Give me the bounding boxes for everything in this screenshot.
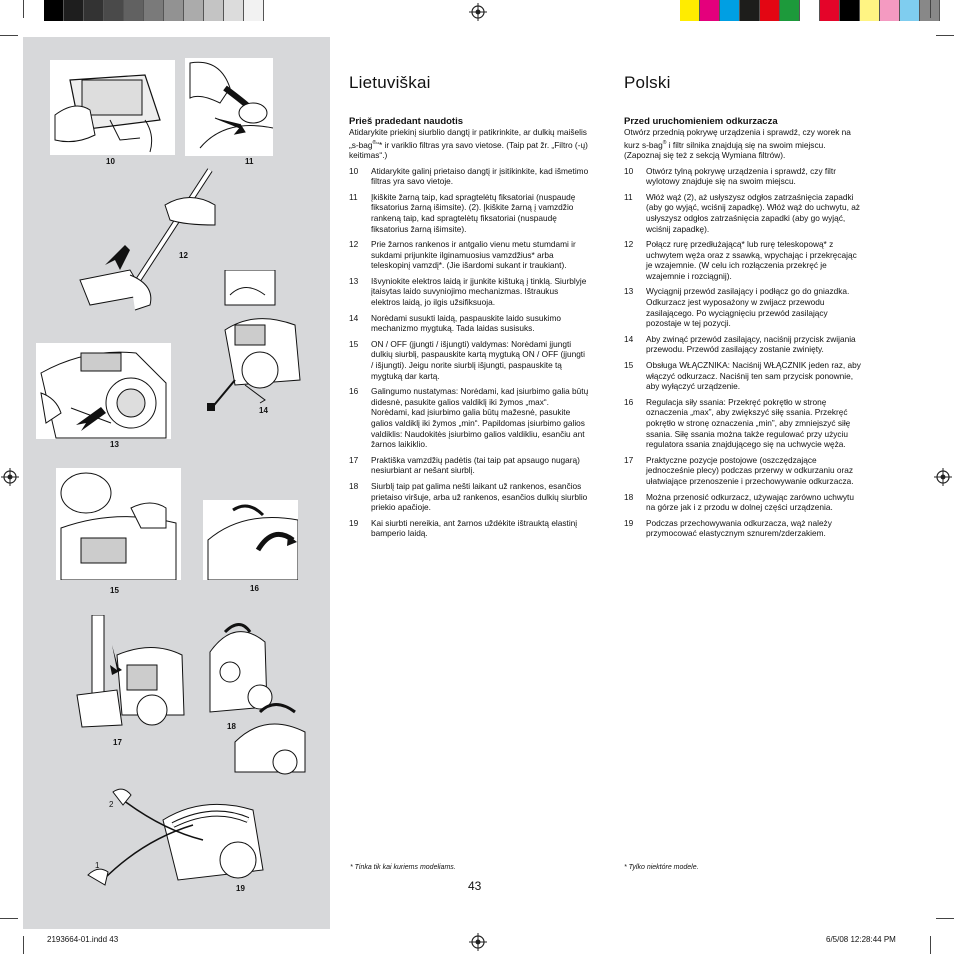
step-text: Įkiškite žarną taip, kad spragtelėtų fiksatoriai (nuspaudę fiksatorius žarną išimsite). (2). Įkiškite žarną į vamzdžio rankeną taip, kad spragtelėtų fiksatoriai (nuspaudę fiksatorius žarną išimsite). — [371, 191, 576, 234]
figure-label: 15 — [110, 586, 119, 595]
language-heading: Polski — [624, 73, 671, 92]
step-item — [624, 492, 864, 513]
figure-label: 11 — [245, 157, 254, 166]
step-number: 17 — [624, 454, 634, 465]
step-list — [624, 166, 864, 539]
figure-label: 16 — [250, 584, 259, 593]
section-title: Prieš pradedant naudotis — [349, 116, 464, 127]
footnote: * Tylko niektóre modele. — [624, 864, 699, 871]
figure-label: 17 — [113, 738, 122, 747]
crop-mark — [23, 0, 24, 18]
step-text: Prie žarnos rankenos ir antgalio vienu metu stumdami ir sukdami prijunkite ilginamuosius vamzdžius* arba teleskopinį vamzdį*. (Jie išardomi sukant ir traukiant). — [371, 239, 576, 271]
step-number: 12 — [624, 239, 634, 250]
intro-text: Atidarykite priekinį siurblio dangtį ir patikrinkite, ar dulkių maišelis „s-bag®“* ir variklio filtras yra savo vietose. (Taip pat žr. „Filtro (-ų) keitimas“.) — [349, 127, 588, 160]
grayscale-swatch — [224, 0, 244, 21]
figure-16-illustration — [203, 500, 298, 580]
crop-mark — [0, 35, 18, 36]
figure-label: 13 — [110, 440, 119, 449]
step-number: 15 — [624, 360, 634, 371]
step-item — [349, 239, 589, 271]
step-number: 13 — [624, 286, 634, 297]
language-heading: Lietuviškai — [349, 73, 431, 92]
grayscale-swatch — [84, 0, 104, 21]
step-item — [349, 518, 589, 539]
step-number: 18 — [349, 480, 359, 491]
step-text: Podczas przechowywania odkurzacza, wąż należy przymocować elastycznym sznurem/zderzakiem. — [646, 517, 832, 539]
file-slug: 2193664-01.indd 43 — [47, 935, 119, 944]
timestamp-slug: 6/5/08 12:28:44 PM — [826, 935, 896, 944]
grayscale-swatch — [44, 0, 64, 21]
crop-mark — [23, 936, 24, 954]
grayscale-swatch — [184, 0, 204, 21]
step-number: 15 — [349, 338, 359, 349]
color-swatch — [900, 0, 920, 21]
step-number: 17 — [349, 454, 359, 465]
step-number: 19 — [349, 517, 359, 528]
callout-one: 1 — [95, 861, 100, 870]
grayscale-swatch — [64, 0, 84, 21]
grayscale-swatch — [104, 0, 124, 21]
step-item — [624, 239, 864, 281]
step-text: Atidarykite galinį prietaiso dangtį ir įsitikinkite, kad išmetimo filtras yra savo vietoje. — [371, 165, 589, 187]
step-item — [349, 386, 589, 450]
step-item — [349, 166, 589, 187]
color-swatch — [820, 0, 840, 21]
footnote: * Tinka tik kai kuriems modeliams. — [350, 864, 456, 871]
color-swatch — [840, 0, 860, 21]
figure-label: 18 — [227, 722, 236, 731]
figure-10-illustration — [50, 60, 175, 155]
step-number: 11 — [624, 191, 633, 202]
step-number: 10 — [624, 165, 634, 176]
figure-12-illustration — [75, 165, 220, 315]
color-swatch — [800, 0, 820, 21]
figure-label: 10 — [106, 157, 115, 166]
lithuanian-column — [349, 73, 589, 539]
grayscale-swatch — [204, 0, 224, 21]
step-text: Regulacja siły ssania: Przekręć pokrętło w stronę oznaczenia „max”, aby zwiększyć siłę ssania. Przekręć pokrętło w stronę oznaczenia „min”, aby zmniejszyć siłę ssania. Siłę ssania można także regulować przy użyciu regulatora ssania znajdującego się na uchwycie węża. — [646, 396, 851, 450]
step-text: Obsługa WŁĄCZNIKA: Naciśnij WŁĄCZNIK jeden raz, aby włączyć odkurzacz. Naciśnij ten sam przycisk ponownie, aby wyłączyć urządzenie. — [646, 360, 861, 392]
step-item — [349, 313, 589, 334]
figure-15-illustration — [56, 468, 181, 580]
crop-mark — [0, 918, 18, 919]
step-number: 12 — [349, 239, 359, 250]
grayscale-swatch — [164, 0, 184, 21]
step-item — [349, 339, 589, 381]
step-number: 14 — [624, 333, 634, 344]
step-text: Można przenosić odkurzacz, używając zarówno uchwytu na górze jak i z przodu w dolnej części urządzenia. — [646, 491, 854, 513]
intro-text: Otwórz przednią pokrywę urządzenia i sprawdź, czy worek na kurz s-bag® i filtr silnika znajdują się na swoim miejscu. (Zapoznaj się też z sekcją Wymiana filtrów). — [624, 127, 851, 160]
step-text: Siurblį taip pat galima nešti laikant už rankenos, esančios prietaiso viršuje, arba už rankenos, esančios dulkių siurblio priekio apačioje. — [371, 480, 588, 513]
color-swatch — [880, 0, 900, 21]
registration-mark-icon — [934, 468, 952, 486]
step-item — [624, 334, 864, 355]
step-text: Praktyczne pozycje postojowe (oszczędzające jednocześnie plecy) podczas przerwy w odkurzaniu oraz ułatwiające przenoszenie i przechowywanie odkurzacza. — [646, 454, 854, 486]
step-number: 19 — [624, 517, 634, 528]
step-item — [624, 360, 864, 392]
figure-19-illustration — [83, 780, 273, 890]
step-item — [349, 481, 589, 513]
color-swatch — [700, 0, 720, 21]
registration-mark-icon — [469, 3, 487, 21]
color-swatch — [680, 0, 700, 21]
figure-label: 12 — [179, 251, 188, 260]
figure-13-illustration — [36, 343, 171, 439]
step-text: ON / OFF (įjungti / išjungti) valdymas: Norėdami įjungti dulkių siurblį, paspauskite kartą mygtuką ON / OFF (įjungti / išjungti). Jeigu norite siurblį išjungti, paspauskite tą mygtuką dar kartą. — [371, 338, 585, 381]
step-text: Wyciągnij przewód zasilający i podłącz go do gniazdka. Odkurzacz jest wyposażony w zwijacz przewodu zasilającego. Po wyciągnięciu przewód zasilający pozostaje w tej pozycji. — [646, 286, 850, 329]
crop-mark — [936, 918, 954, 919]
step-text: Aby zwinąć przewód zasilający, naciśnij przycisk zwijania przewodu. Przewód zasilający zostanie zwinięty. — [646, 333, 856, 355]
step-list — [349, 166, 589, 539]
grayscale-swatch — [144, 0, 164, 21]
figure-label: 19 — [236, 884, 245, 893]
step-number: 18 — [624, 491, 634, 502]
step-item — [349, 192, 589, 234]
crop-mark — [930, 0, 931, 18]
step-number: 10 — [349, 165, 359, 176]
step-text: Galingumo nustatymas: Norėdami, kad įsiurbimo galia būtų didesnė, pasukite galios valdiklį iki žymos „max“. Norėdami, kad įsiurbimo galia būtų mažesnė, pasukite galios valdiklį iki žymos „min“. Papildomas įsiurbimo galios valdiklis: Naudokitės įsiurbimo galios valdikliu, esančiu ant žarnos laikiklio. — [371, 386, 589, 450]
registration-mark-icon — [1, 468, 19, 486]
step-text: Otwórz tylną pokrywę urządzenia i sprawdź, czy filtr wylotowy znajduje się na swoim miejscu. — [646, 165, 836, 187]
color-swatch — [780, 0, 800, 21]
step-item — [624, 166, 864, 187]
step-number: 13 — [349, 275, 359, 286]
step-text: Włóż wąż (2), aż usłyszysz odgłos zatrzaśnięcia zapadki (aby go wyjąć, wciśnij zapadkę). Włóż wąż do uchwytu, aż usłyszysz odgłos zatrzaśnięcia zapadki (aby go wyjąć, wciśnij zapadkę). — [646, 191, 860, 234]
step-number: 16 — [624, 396, 634, 407]
figure-11-illustration — [185, 58, 273, 156]
step-text: Norėdami susukti laidą, paspauskite laido susukimo mechanizmo mygtuką. Tada laidas susisuks. — [371, 312, 562, 334]
color-swatch — [760, 0, 780, 21]
step-item — [624, 518, 864, 539]
step-text: Praktiška vamzdžių padėtis (tai taip pat apsaugo nugarą) nesiurbiant ar nešant siurblį. — [371, 454, 580, 476]
step-number: 11 — [349, 191, 358, 202]
grayscale-swatch — [244, 0, 264, 21]
step-item — [349, 455, 589, 476]
grayscale-calibration-strip — [44, 0, 264, 21]
step-item — [624, 286, 864, 328]
step-item — [624, 455, 864, 487]
polish-column — [624, 73, 864, 539]
step-number: 16 — [349, 386, 359, 397]
step-number: 14 — [349, 312, 359, 323]
page-number: 43 — [468, 879, 482, 893]
registration-mark-icon — [469, 933, 487, 951]
color-calibration-strip — [680, 0, 940, 21]
grayscale-swatch — [124, 0, 144, 21]
figure-17-illustration — [72, 615, 187, 730]
callout-two: 2 — [109, 800, 114, 809]
figure-14-illustration — [205, 270, 305, 415]
figure-label: 14 — [259, 406, 268, 415]
step-item — [624, 397, 864, 450]
color-swatch — [720, 0, 740, 21]
crop-mark — [930, 936, 931, 954]
section-title: Przed uruchomieniem odkurzacza — [624, 116, 778, 127]
step-item — [624, 192, 864, 234]
color-swatch — [740, 0, 760, 21]
step-text: Połącz rurę przedłużającą* lub rurę teleskopową* z uchwytem węża oraz z ssawką, wpychając i przekręcając je wzajemnie. (W celu ich rozłączenia przekręć je wzajemnie i rozciągnij). — [646, 239, 857, 281]
step-item — [349, 276, 589, 308]
crop-mark — [936, 35, 954, 36]
figure-18-illustration — [205, 612, 310, 782]
step-text: Kai siurbti nereikia, ant žarnos uždėkite ištrauktą elastinį bamperio laidą. — [371, 517, 578, 539]
step-text: Išvyniokite elektros laidą ir įjunkite kištuką į tinklą. Siurblyje įtaisytas laido suvyniojimo mechanizmas. Ištraukus elektros laidą, jo ilgis užsifiksuoja. — [371, 275, 587, 308]
color-swatch — [860, 0, 880, 21]
